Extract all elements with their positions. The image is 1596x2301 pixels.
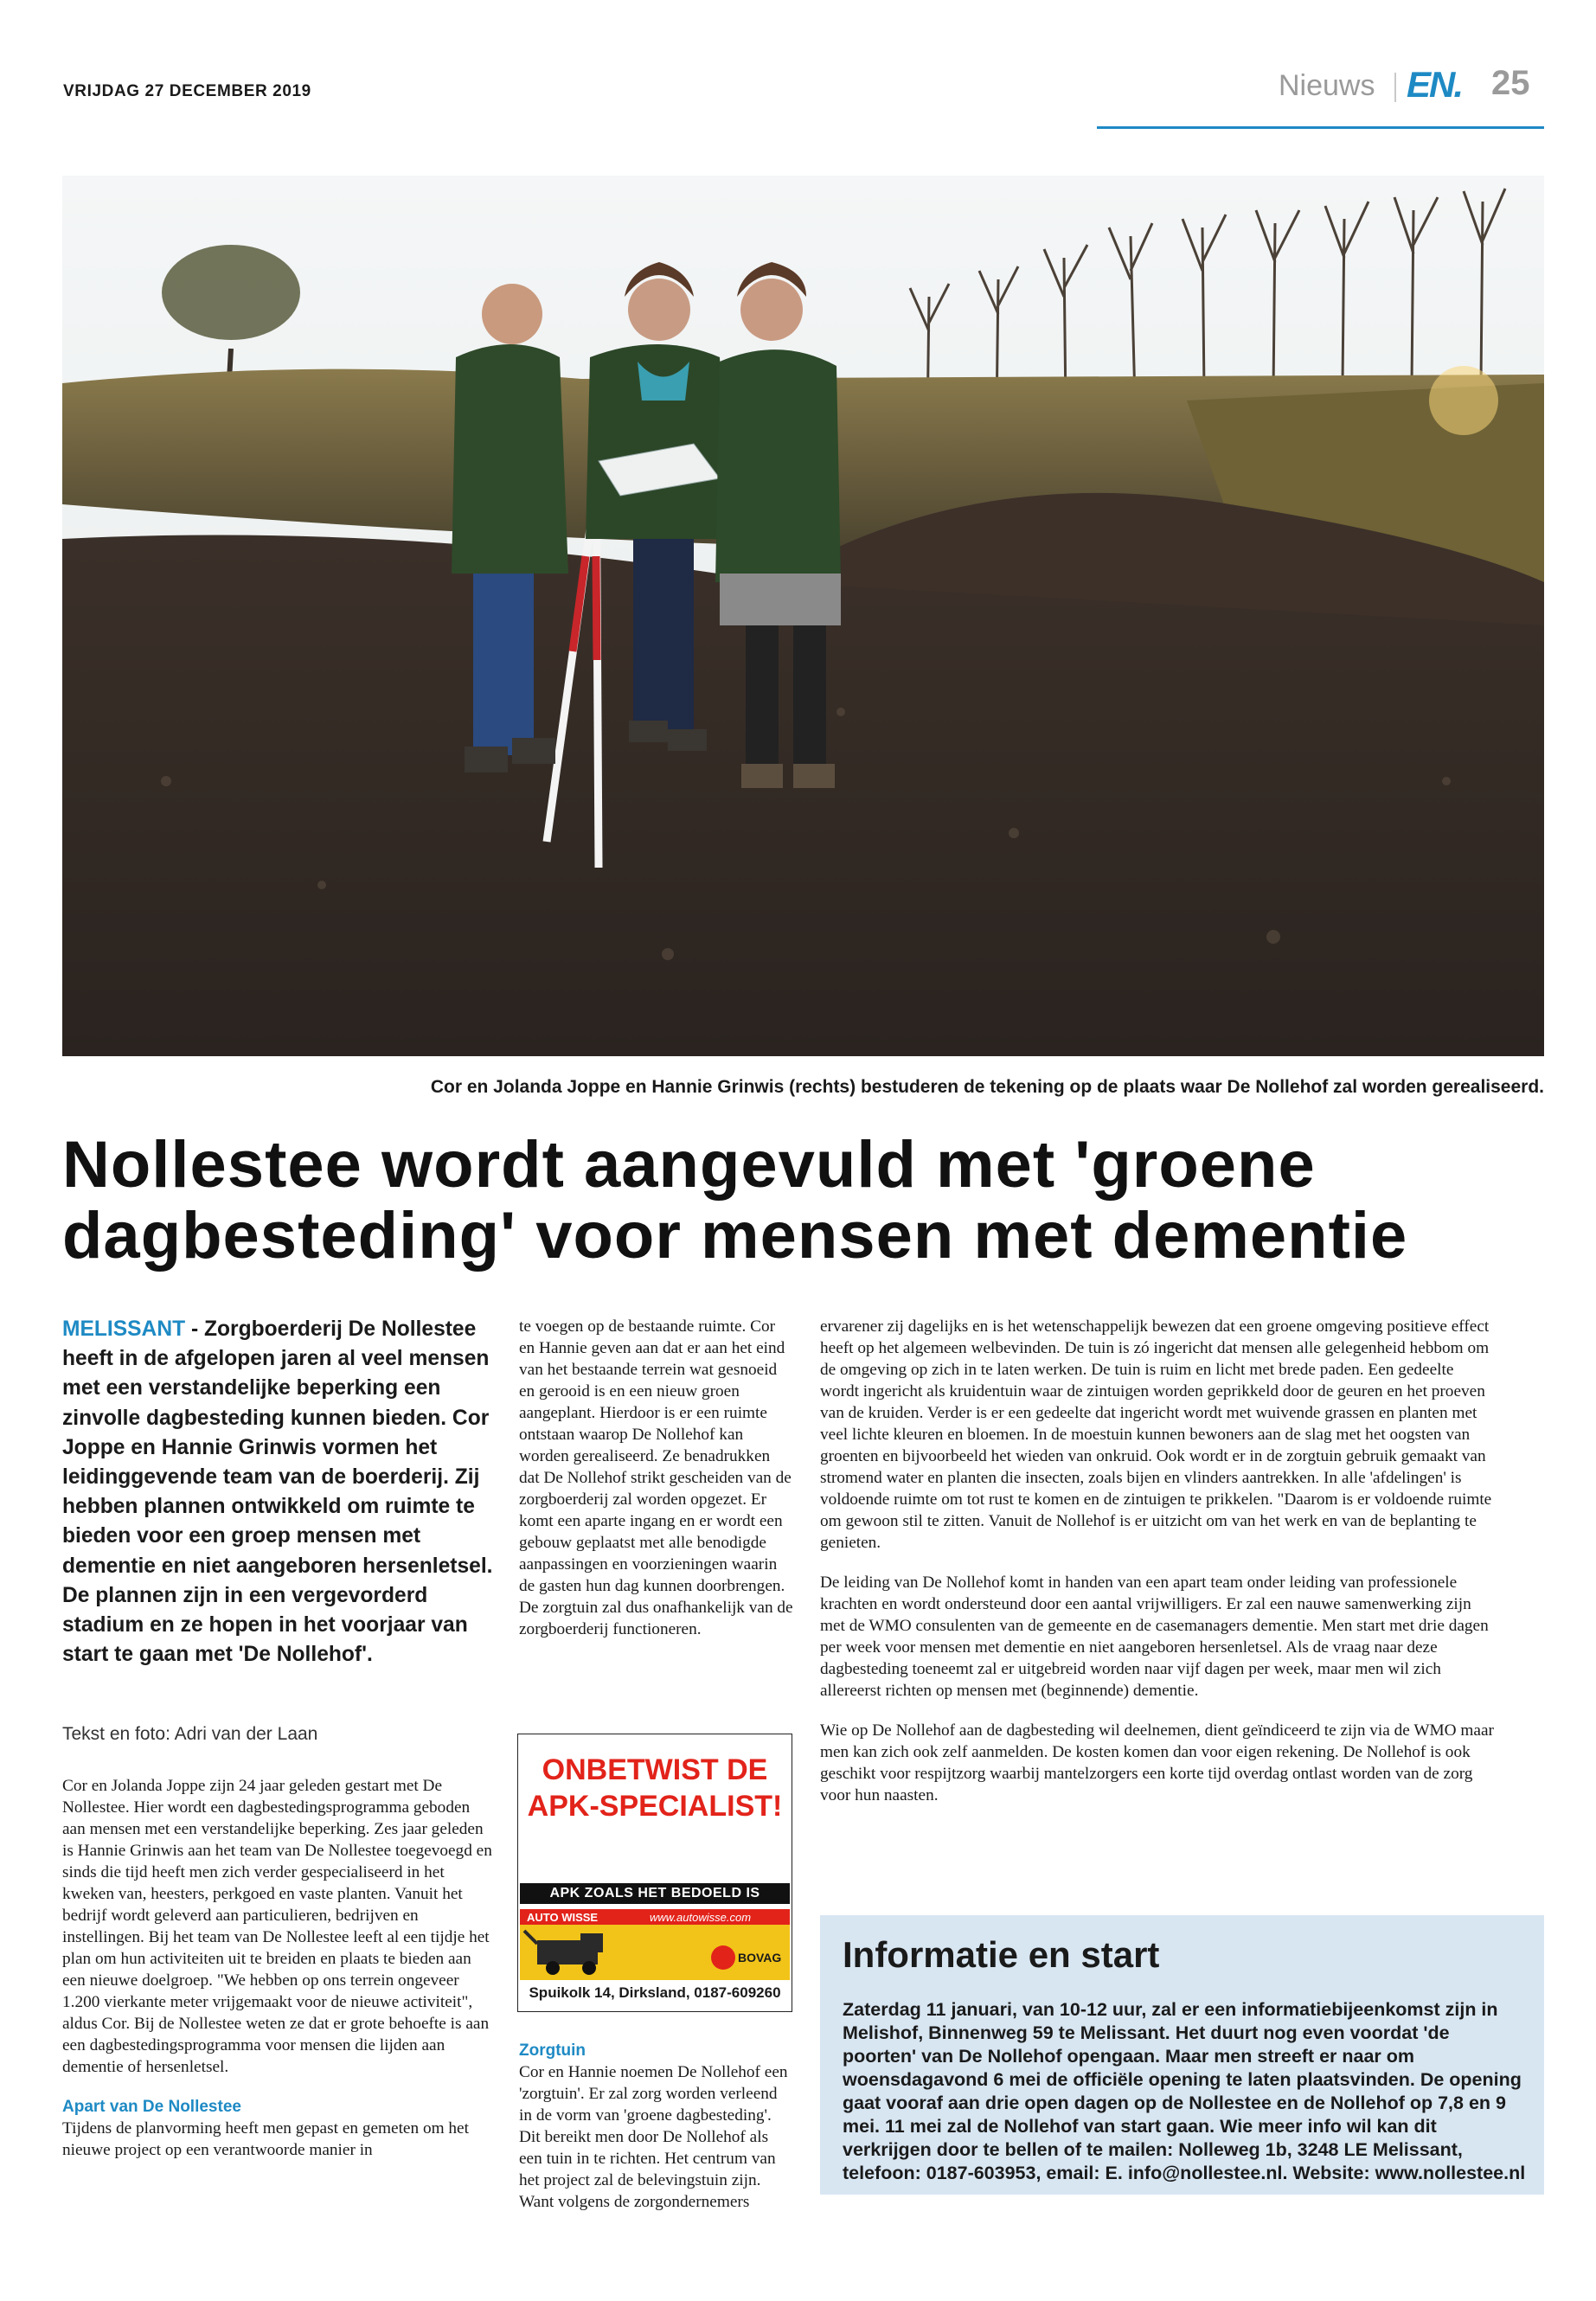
ad-banner-image — [520, 1909, 790, 1980]
paragraph: ervarener zij dagelijks en is het wetenschappelijk bewezen dat een groene omgeving positieve effect heeft op het algemeen welbevinden. De tuin is zó ingericht dat mensen alle gelegenheid hebbom om de omgeving op zich in te laten werken. De tuin is ruim en licht met brede paden. Een gedeelte wordt ingericht als kruidentuin waar de zintuigen worden geprikkeld door de geuren en het proeven van de kruiden. Verder is er een gedeelte dat ingericht wordt met wuivende grassen en planten met veel lichte kleuren en bloemen. In de moestuin kunnen bewoners aan de slag met het oogsten van groenten en bijvoorbeeld het wieden van onkruid. Ook wordt er in de zorgtuin gebruik gemaakt van stromend water en planten die insecten, zoals bijen en vlinders aantrekken. In alle 'afdelingen' is voldoende ruimte om tot rust te komen en de zintuigen te prikkelen. "Daarom is er voldoende ruimte om gewoon stil te zitten. Vanuit de Nollehof is er uitzicht om van het werk en van de beplanting te genieten. — [820, 1317, 1492, 1552]
dateline-place: MELISSANT — [62, 1317, 186, 1341]
ad-brand: AUTO WISSE — [527, 1911, 599, 1924]
article-lead — [62, 1315, 495, 1670]
article-photo — [62, 176, 1544, 1056]
photo-caption: Cor en Jolanda Joppe en Hannie Grinwis (rechts) bestuderen de tekening op de plaats waar De Nollehof zal worden gerealiseerd. — [430, 1077, 1544, 1097]
header-rule — [1097, 126, 1544, 129]
body-column-2-continued — [519, 2040, 794, 2213]
info-box-title: Informatie en start — [843, 1934, 1160, 1975]
info-box-text: Zaterdag 11 januari, van 10-12 uur, zal er een informatiebijeenkomst zijn in Melishof, Binnenweg 59 te Melissant. Het duurt nog even voordat 'de poorten' van De Nollehof opengaan. Maar men streeft er naar om woensdagavond 6 mei de officiële opening te laten plaatsvinden. De opening gaat vooraf aan drie open dagen op de Nollestee en de Nollehof op 7,8 en 9 mei. 11 mei zal de Nollehof van start gaan. Wie meer info wil kan dit verkrijgen door te bellen of te mailen: Nolleweg 1b, 3248 LE Melissant, telefoon: 0187-603953, email: E. info@nollestee.nl. Website: www.nollestee.nl — [843, 1999, 1526, 2183]
info-box — [820, 1915, 1544, 2195]
paragraph: Tijdens de planvorming heeft men gepast en gemeten om het nieuwe project op een verantwoorde manier in — [62, 2119, 469, 2159]
page-number: 25 — [1491, 64, 1530, 102]
lead-text: - Zorgboerderij De Nollestee heeft in de afgelopen jaren al veel mensen met een verstandelijke beperking een zinvolle dagbesteding kunnen bieden. Cor Joppe en Hannie Grinwis vormen het leidinggevende team van de boerderij. Zij hebben plannen ontwikkeld om ruimte te bieden voor een groep mensen met dementie en niet aangeboren hersenletsel. De plannen zijn in een vergevorderd stadium en ze hopen in het voorjaar van start te gaan met 'De Nollehof'. — [62, 1317, 493, 1667]
ad-slogan: APK ZOALS HET BEDOELD IS — [520, 1883, 790, 1904]
paragraph: De leiding van De Nollehof komt in handen van een apart team onder leiding van professionele krachten en wordt ondersteund door een aantal vrijwilligers. Er zal een nauwe samenwerking zijn met de WMO consulenten van de gemeente en de casemanagers dementie. Men start met drie dagen per week voor mensen met dementie en niet aangeboren hersenletsel. Als de vraag naar deze dagbesteding toeneemt zal er uitgebreid worden naar vijf dagen per week, maar men wil zich allereerst richten op mensen met (beginnende) dementie. — [820, 1574, 1489, 1700]
subheading-apart: Apart van De Nollestee — [62, 2098, 241, 2116]
paragraph: te voegen op de bestaande ruimte. Cor en Hannie geven aan dat er aan het eind van het bestaande terrein wat gesnoeid en gerooid is en een nieuw groen aangeplant. Hierdoor is er een ruimte ontstaan waarop De Nollehof kan worden gerealiseerd. Ze benadrukken dat De Nollehof strikt gescheiden van de zorgboerderij zal worden opgezet. Er komt een aparte ingang en er wordt een gebouw geplaatst met alle benodigde aanpassingen en voorzieningen waarin de gasten hun dag kunnen doorbrengen. De zorgtuin zal dus onafhankelijk van de zorgboerderij functioneren. — [519, 1317, 793, 1638]
headline-line-2: dagbesteding' voor mensen met dementie — [62, 1199, 1408, 1272]
byline: Tekst en foto: Adri van der Laan — [62, 1724, 318, 1744]
paragraph: Cor en Hannie noemen De Nollehof een 'zorgtuin'. Er zal zorg worden verleend in de vorm van 'groene dagbesteding'. Dit bereikt men door De Nollehof als een tuin in te richten. Het centrum van het project zal de belevingstuin zijn. Want volgens de zorgondernemers — [519, 2063, 788, 2211]
field-scene-illustration — [62, 176, 1544, 1056]
header-divider — [1394, 73, 1396, 102]
article-headline — [62, 1130, 1550, 1272]
ad-headline-line-1: ONBETWIST DE — [542, 1753, 768, 1786]
paragraph: Cor en Jolanda Joppe zijn 24 jaar geleden gestart met De Nollestee. Hier wordt een dagbestedingsprogramma geboden aan mensen met een verstandelijke beperking. Zes jaar geleden is Hannie Grinwis aan het team van De Nollestee toegevoegd en sinds die tijd heeft men zich verder gespecialiseerd in het kweken van, heesters, perkgoed en vaste planten. Vanuit het bedrijf wordt geleverd aan particulieren, bedrijven en instellingen. Bij het team van De Nollestee leeft al een tijdje het plan om hun activiteiten uit te breiden en plaats te bieden aan een nieuwe doelgroep. "We hebben op ons terrein ongeveer 1.200 vierkante meter vrijgemaakt voor de nieuwe activiteit", aldus Cor. Bij de Nollestee weten ze dat er grote behoefte is aan een dagbestedingsprogramma voor mensen die lijden aan dementie of hersenletsel. — [62, 1777, 492, 2076]
paragraph: Wie op De Nollehof aan de dagbesteding wil deelnemen, dient geïndiceerd te zijn via de WMO maar men kan zich ook zelf aanmelden. De kosten komen dan voor eigen rekening. De Nollehof is ook geschikt voor respijtzorg waarbij mantelzorgers een korte tijd overdag ontlast worden van de zorg voor hun naasten. — [820, 1721, 1494, 1804]
subheading-zorgtuin: Zorgtuin — [519, 2041, 586, 2060]
body-column-3 — [820, 1316, 1495, 1806]
ad-address: Spuikolk 14, Dirksland, 0187-609260 — [529, 1984, 781, 2001]
body-column-2 — [519, 1316, 794, 1640]
ad-website: www.autowisse.com — [650, 1911, 752, 1924]
ad-headline — [518, 1752, 792, 1824]
section-label: Nieuws — [1279, 69, 1375, 102]
ad-badge: BOVAG — [738, 1951, 782, 1965]
sun-flare — [1429, 366, 1498, 435]
ad-headline-line-2: APK-SPECIALIST! — [527, 1790, 783, 1823]
issue-date: VRIJDAG 27 DECEMBER 2019 — [63, 82, 311, 100]
newspaper-logo: EN. — [1407, 64, 1463, 105]
headline-line-1: Nollestee wordt aangevuld met 'groene — [62, 1128, 1316, 1202]
advertisement-auto-wisse[interactable] — [517, 1734, 792, 2012]
body-column-1 — [62, 1775, 495, 2161]
